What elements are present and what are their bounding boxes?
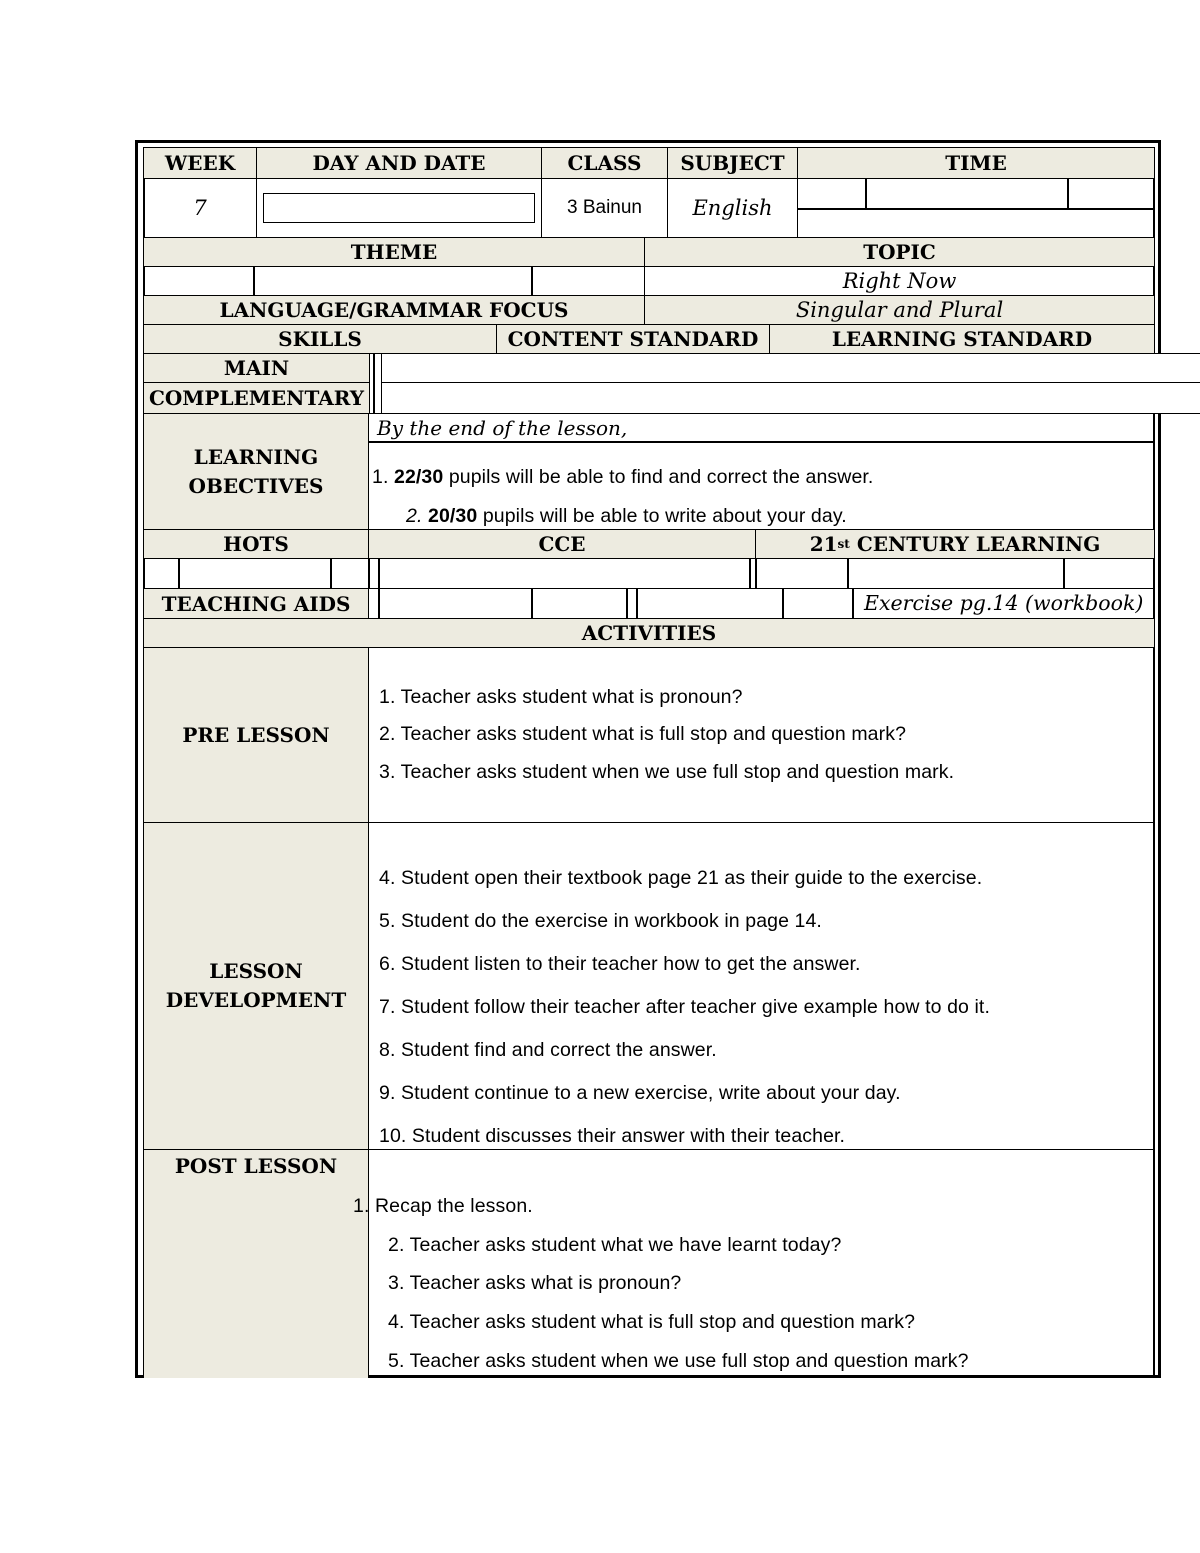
topic-label: TOPIC xyxy=(644,237,1155,267)
objective-2 xyxy=(406,505,847,528)
aids-divider xyxy=(531,588,533,619)
week-label: WEEK xyxy=(143,147,257,179)
century-divider xyxy=(847,558,849,589)
objective-2-text: pupils will be able to write about your day. xyxy=(482,505,847,527)
grammar-value: Singular and Plural xyxy=(644,295,1155,325)
activities-label: ACTIVITIES xyxy=(143,618,1155,648)
post-lesson-item: 4. Teacher asks student what is full stop and question mark? xyxy=(388,1311,916,1333)
post-lesson-content xyxy=(368,1149,1155,1378)
week-value: 7 xyxy=(143,178,257,238)
topic-value: Right Now xyxy=(644,266,1155,296)
complementary-field[interactable] xyxy=(381,382,1200,414)
development-item: 8. Student find and correct the answer. xyxy=(379,1039,717,1061)
complementary-divider xyxy=(373,382,375,414)
class-label: CLASS xyxy=(541,147,668,179)
development-item: 7. Student follow their teacher after teacher give example how to do it. xyxy=(379,996,990,1018)
time-divider xyxy=(797,208,1155,210)
objective-2-num: 2. xyxy=(406,505,423,527)
aids-divider xyxy=(626,588,628,619)
objective-1 xyxy=(372,466,873,489)
objectives-label-line2: OBECTIVES xyxy=(188,473,324,498)
class-value: 3 Bainun xyxy=(541,178,668,238)
century-divider xyxy=(1063,558,1065,589)
theme-value-cell xyxy=(143,266,645,296)
day-date-cell xyxy=(256,178,542,238)
subject-label: SUBJECT xyxy=(667,147,798,179)
teaching-aids-label: TEACHING AIDS xyxy=(143,588,369,619)
grammar-label: LANGUAGE/GRAMMAR FOCUS xyxy=(143,295,645,325)
post-lesson-label: POST LESSON xyxy=(143,1149,369,1378)
century-learning-label xyxy=(755,529,1155,559)
main-label: MAIN xyxy=(143,353,370,383)
lesson-development-label xyxy=(143,822,369,1150)
hots-label: HOTS xyxy=(143,529,369,559)
pre-lesson-item: 3. Teacher asks student when we use full stop and question mark. xyxy=(379,761,955,783)
post-first-text: Recap the lesson. xyxy=(375,1195,533,1217)
hots-values-row xyxy=(143,558,1155,589)
century-divider xyxy=(755,558,757,589)
time-label: TIME xyxy=(797,147,1155,179)
cce-divider xyxy=(749,558,751,589)
theme-divider xyxy=(531,266,533,296)
post-lesson-item: 5. Teacher asks student when we use full stop and question mark? xyxy=(388,1350,969,1372)
skills-label: SKILLS xyxy=(143,324,497,354)
cce-divider xyxy=(378,558,380,589)
time-divider xyxy=(865,178,867,208)
hots-divider xyxy=(178,558,180,589)
learning-objectives-label xyxy=(143,413,369,530)
development-item: 10. Student discusses their answer with their teacher. xyxy=(379,1125,846,1147)
aids-divider xyxy=(636,588,638,619)
main-field[interactable] xyxy=(381,353,1200,383)
hots-divider xyxy=(368,558,370,589)
subject-value: English xyxy=(667,178,798,238)
development-label-line1: LESSON xyxy=(209,959,303,983)
objective-1-target: 22/30 xyxy=(394,466,444,488)
development-item: 5. Student do the exercise in workbook in page 14. xyxy=(379,910,822,932)
development-item: 6. Student listen to their teacher how to get the answer. xyxy=(379,953,861,975)
century-text: CENTURY LEARNING xyxy=(856,532,1101,556)
content-standard-label: CONTENT STANDARD xyxy=(496,324,770,354)
post-lesson-item xyxy=(353,1195,533,1218)
teaching-aids-value: Exercise pg.14 (workbook) xyxy=(864,591,1144,615)
learning-standard-label: LEARNING STANDARD xyxy=(769,324,1155,354)
aids-divider xyxy=(852,588,854,619)
objective-2-target: 20/30 xyxy=(428,505,478,527)
development-item: 9. Student continue to a new exercise, write about your day. xyxy=(379,1082,901,1104)
objectives-label-line1: LEARNING xyxy=(193,444,319,469)
aids-divider xyxy=(378,588,380,619)
pre-lesson-item: 2. Teacher asks student what is full stop and question mark? xyxy=(379,723,907,745)
century-number: 21 xyxy=(809,532,838,556)
main-divider xyxy=(373,353,375,383)
theme-label: THEME xyxy=(143,237,645,267)
pre-lesson-item: 1. Teacher asks student what is pronoun? xyxy=(379,686,743,708)
theme-divider xyxy=(253,266,255,296)
day-date-field[interactable] xyxy=(263,193,535,223)
pre-lesson-label: PRE LESSON xyxy=(143,647,369,823)
objectives-divider xyxy=(368,441,1155,443)
cce-label: CCE xyxy=(368,529,756,559)
objectives-intro: By the end of the lesson, xyxy=(377,416,628,440)
complementary-label: COMPLEMENTARY xyxy=(143,382,370,414)
development-label-line2: DEVELOPMENT xyxy=(165,988,347,1012)
development-item: 4. Student open their textbook page 21 as their guide to the exercise. xyxy=(379,867,983,889)
post-first-num: 1. xyxy=(353,1195,370,1217)
post-lesson-item: 2. Teacher asks student what we have learnt today? xyxy=(388,1234,842,1256)
time-divider xyxy=(1067,178,1069,208)
aids-divider xyxy=(782,588,784,619)
objective-1-num: 1. xyxy=(372,466,389,488)
post-lesson-item: 3. Teacher asks what is pronoun? xyxy=(388,1272,682,1294)
hots-divider xyxy=(330,558,332,589)
day-date-label: DAY AND DATE xyxy=(256,147,542,179)
century-sup: st xyxy=(837,537,850,551)
objective-1-text: pupils will be able to find and correct the answer. xyxy=(448,466,874,488)
